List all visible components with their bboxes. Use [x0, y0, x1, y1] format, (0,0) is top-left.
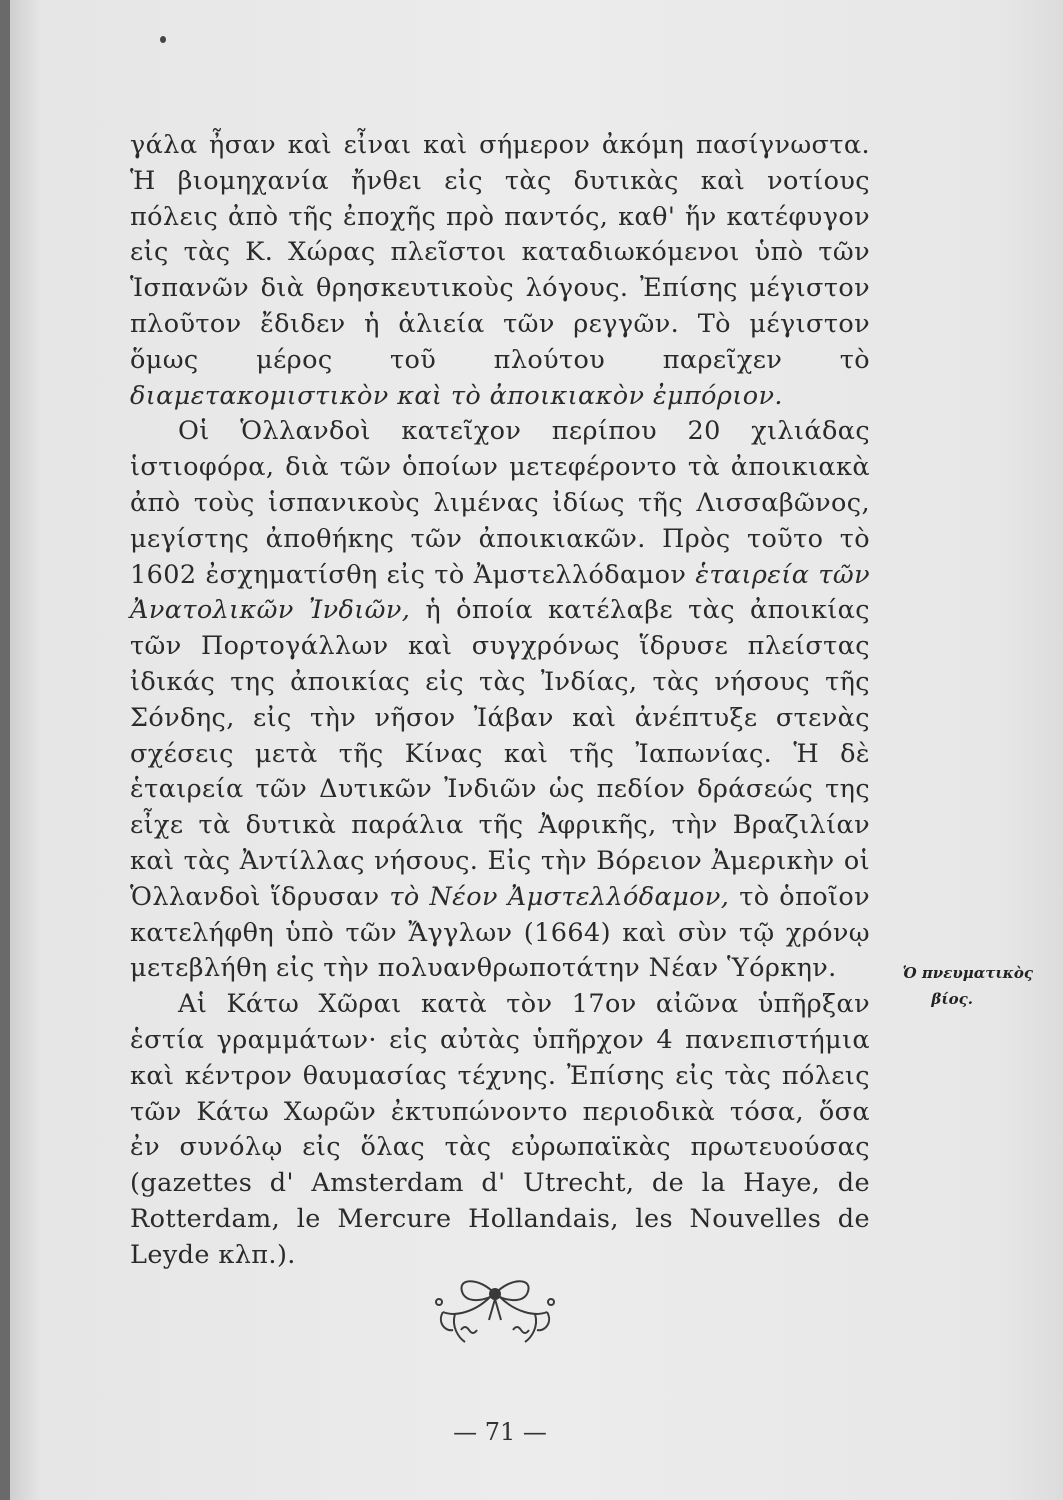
margin-note-line-1: Ὁ πνευματικὸς: [902, 964, 1033, 982]
paragraph-3: Αἱ Κάτω Χῶραι κατὰ τὸν 17ον αἰῶνα ὑπῆρξαν ἑστία γραμμάτων· εἰς αὐτὰς ὑπῆρχον 4 πανεπιστήμια καὶ κέντρον θαυμασίας τέχνης. Ἐπίσης εἰς τὰς πόλεις τῶν Κάτω Χωρῶν ἐκτυπώνοντο περιοδικὰ τόσα, ὅσα ἐν συνόλῳ εἰς ὅλας τὰς εὐρωπαϊκὰς πρωτευούσας (gazettes d' Amsterdam d' Utrecht, de la Haye, de Rotterdam, le Mercure Hollandais, les Nouvelles de Leyde κλπ.).: [130, 989, 870, 1270]
margin-note: [883, 960, 1033, 1012]
page-number: — 71 —: [453, 1418, 547, 1446]
paragraph-1: γάλα ἦσαν καὶ εἶναι καὶ σήμερον ἀκόμη πασίγνωστα. Ἡ βιομηχανία ἤνθει εἰς τὰς δυτικὰς καὶ νοτίους πόλεις ἀπὸ τῆς ἐποχῆς πρὸ παντός, καθ' ἥν κατέφυγον εἰς τὰς Κ. Χώρας πλεῖστοι καταδιωκόμενοι ὑπὸ τῶν Ἱσπανῶν διὰ θρησκευτικοὺς λόγους. Ἐπίσης μέγιστον πλοῦτον ἔδιδεν ἡ ἁλιεία τῶν ρεγγῶν. Τὸ μέγιστον ὅμως μέρος τοῦ πλούτου παρεῖχεν τὸ διαμετακομιστικὸν καὶ τὸ ἀποικιακὸν ἐμπόριον.: [130, 130, 870, 411]
ink-speck: [160, 36, 166, 43]
paragraph-2: Οἱ Ὁλλανδοὶ κατεῖχον περίπου 20 χιλιάδας ἱστιοφόρα, διὰ τῶν ὁποίων μετεφέροντο τὰ ἀποικιακὰ ἀπὸ τοὺς ἱσπανικοὺς λιμένας ἰδίως τῆς Λισσαβῶνος, μεγίστης ἀποθήκης τῶν ἀποικιακῶν. Πρὸς τοῦτο τὸ 1602 ἐσχηματίσθη εἰς τὸ Ἀμστελλόδαμον ἑταιρεία τῶν Ἀνατολικῶν Ἰνδιῶν, ἡ ὁποία κατέλαβε τὰς ἀποικίας τῶν Πορτογάλλων καὶ συγχρόνως ἵδρυσε πλείστας ἰδικάς της ἀποικίας εἰς τὰς Ἰνδίας, τὰς νήσους τῆς Σόνδης, εἰς τὴν νῆσον Ἰάβαν καὶ ἀνέπτυξε στενὰς σχέσεις μετὰ τῆς Κίνας καὶ τῆς Ἰαπωνίας. Ἡ δὲ ἑταιρεία τῶν Δυτικῶν Ἰνδιῶν ὡς πεδίον δράσεώς της εἶχε τὰ δυτικὰ παράλια τῆς Ἀφρικῆς, τὴν Βραζιλίαν καὶ τὰς Ἀντίλλας νήσους. Εἰς τὴν Βόρειον Ἀμερικὴν οἱ Ὁλλανδοὶ ἵδρυσαν τὸ Νέον Ἀμστελλόδαμον, τὸ ὁποῖον κατελήφθη ὑπὸ τῶν Ἄγγλων (1664) καὶ σὺν τῷ χρόνῳ μετεβλήθη εἰς τὴν πολυανθρωποτάτην Νέαν Ὑόρκην.: [130, 416, 871, 984]
body-text: [130, 128, 870, 1274]
italic-phrase: ἑταιρεία τῶν Ἀνατολικῶν Ἰνδιῶν,: [130, 559, 870, 626]
italic-phrase: διαμετακομιστικὸν καὶ τὸ ἀποικιακὸν ἐμπόριον.: [130, 380, 783, 411]
italic-phrase: τὸ Νέον Ἀμστελλόδαμον,: [389, 881, 730, 912]
bow-ornament-icon: [425, 1272, 565, 1352]
margin-note-line-2: βίος.: [931, 990, 973, 1008]
book-page: [10, 0, 1063, 1500]
